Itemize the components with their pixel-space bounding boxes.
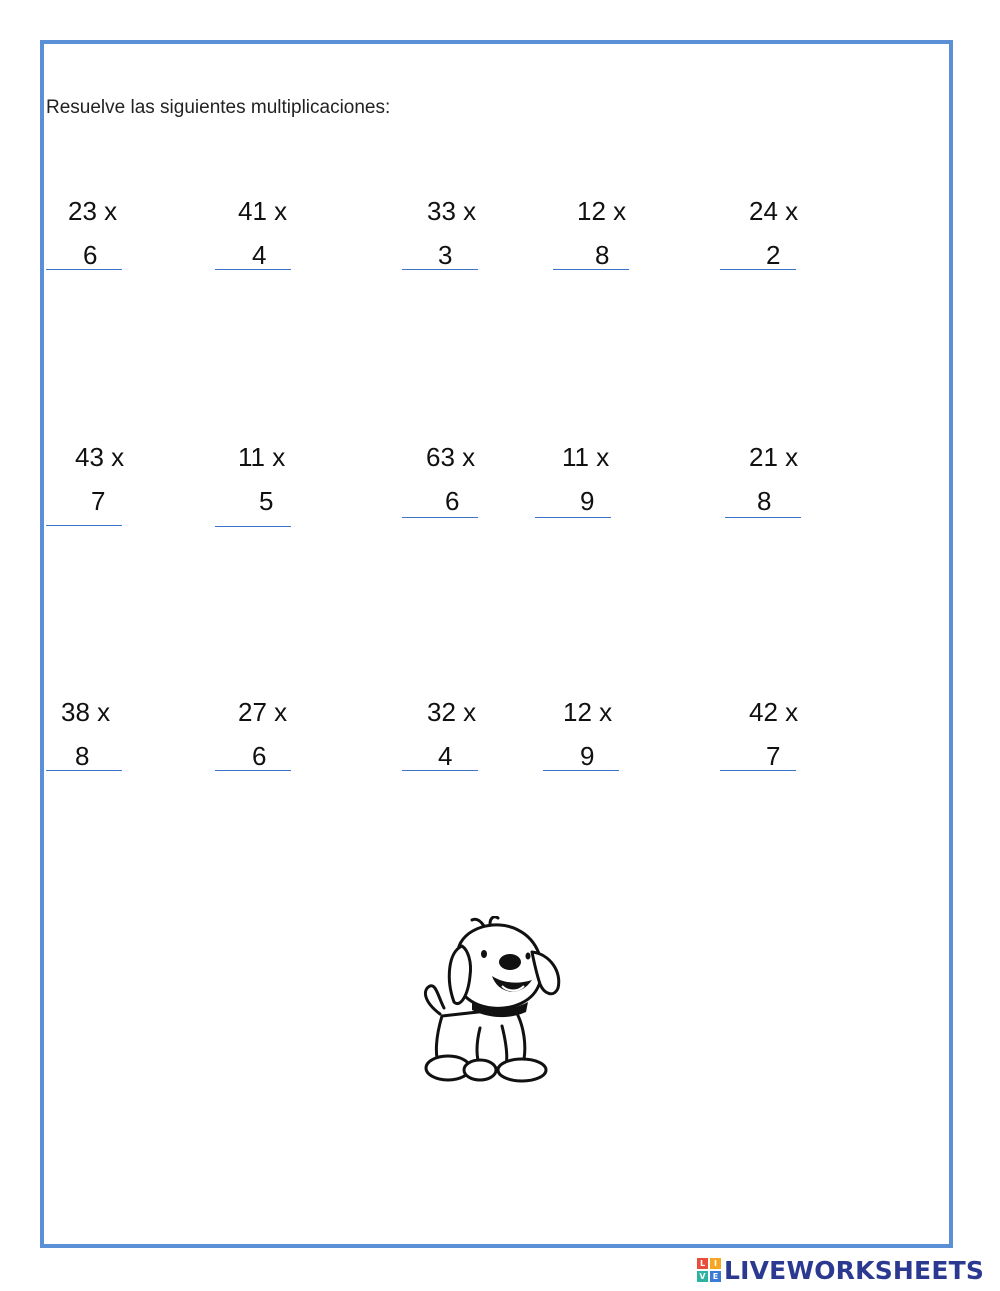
problem-7 <box>215 442 305 522</box>
problem-14 <box>543 697 633 777</box>
multiplier: 6 <box>83 240 98 270</box>
problem-9 <box>535 442 625 522</box>
logo-blocks <box>697 1258 721 1282</box>
multiplicand: 11 x <box>562 442 610 472</box>
answer-line[interactable] <box>215 269 291 270</box>
answer-line[interactable] <box>402 269 478 270</box>
problem-1 <box>46 196 136 276</box>
multiplier: 7 <box>766 741 781 771</box>
problem-4 <box>553 196 643 276</box>
answer-line[interactable] <box>215 526 291 527</box>
brand-name: LIVEWORKSHEETS <box>724 1255 985 1285</box>
multiplier: 4 <box>438 741 453 771</box>
multiplier: 6 <box>445 486 460 516</box>
multiplicand: 23 x <box>68 196 118 226</box>
multiplier: 8 <box>595 240 610 270</box>
answer-line[interactable] <box>720 770 796 771</box>
multiplicand: 11 x <box>238 442 286 472</box>
answer-line[interactable] <box>720 269 796 270</box>
multiplicand: 12 x <box>563 697 613 727</box>
problem-5 <box>720 196 810 276</box>
answer-line[interactable] <box>535 517 611 518</box>
multiplicand: 24 x <box>749 196 799 226</box>
answer-line[interactable] <box>725 517 801 518</box>
multiplier: 4 <box>252 240 267 270</box>
problem-6 <box>46 442 136 522</box>
multiplier: 7 <box>91 486 106 516</box>
problem-11 <box>46 697 136 777</box>
instruction-text: Resuelve las siguientes multiplicaciones: <box>46 97 391 118</box>
logo-block-i: I <box>710 1258 721 1269</box>
multiplier: 9 <box>580 486 595 516</box>
answer-line[interactable] <box>402 517 478 518</box>
answer-line[interactable] <box>46 525 122 526</box>
multiplicand: 21 x <box>749 442 799 472</box>
multiplicand: 41 x <box>238 196 288 226</box>
multiplicand: 38 x <box>61 697 111 727</box>
multiplicand: 63 x <box>426 442 476 472</box>
answer-line[interactable] <box>543 770 619 771</box>
multiplier: 9 <box>580 741 595 771</box>
logo-block-e: E <box>710 1271 721 1282</box>
multiplicand: 43 x <box>75 442 125 472</box>
multiplicand: 33 x <box>427 196 477 226</box>
logo-block-l: L <box>697 1258 708 1269</box>
logo-block-v: V <box>697 1271 708 1282</box>
multiplicand: 12 x <box>577 196 627 226</box>
multiplier: 3 <box>438 240 453 270</box>
liveworksheets-logo <box>697 1256 984 1284</box>
multiplicand: 32 x <box>427 697 477 727</box>
problem-12 <box>215 697 305 777</box>
answer-line[interactable] <box>46 269 122 270</box>
multiplicand: 42 x <box>749 697 799 727</box>
answer-line[interactable] <box>402 770 478 771</box>
problem-15 <box>720 697 810 777</box>
problem-2 <box>215 196 305 276</box>
multiplier: 2 <box>766 240 781 270</box>
problem-10 <box>725 442 815 522</box>
problem-13 <box>402 697 492 777</box>
multiplier: 8 <box>757 486 772 516</box>
answer-line[interactable] <box>553 269 629 270</box>
answer-line[interactable] <box>215 770 291 771</box>
multiplier: 5 <box>259 486 274 516</box>
multiplicand: 27 x <box>238 697 288 727</box>
problem-3 <box>402 196 492 276</box>
multiplier: 8 <box>75 741 90 771</box>
problem-8 <box>402 442 492 522</box>
answer-line[interactable] <box>46 770 122 771</box>
puppy-icon <box>410 916 570 1091</box>
multiplier: 6 <box>252 741 267 771</box>
